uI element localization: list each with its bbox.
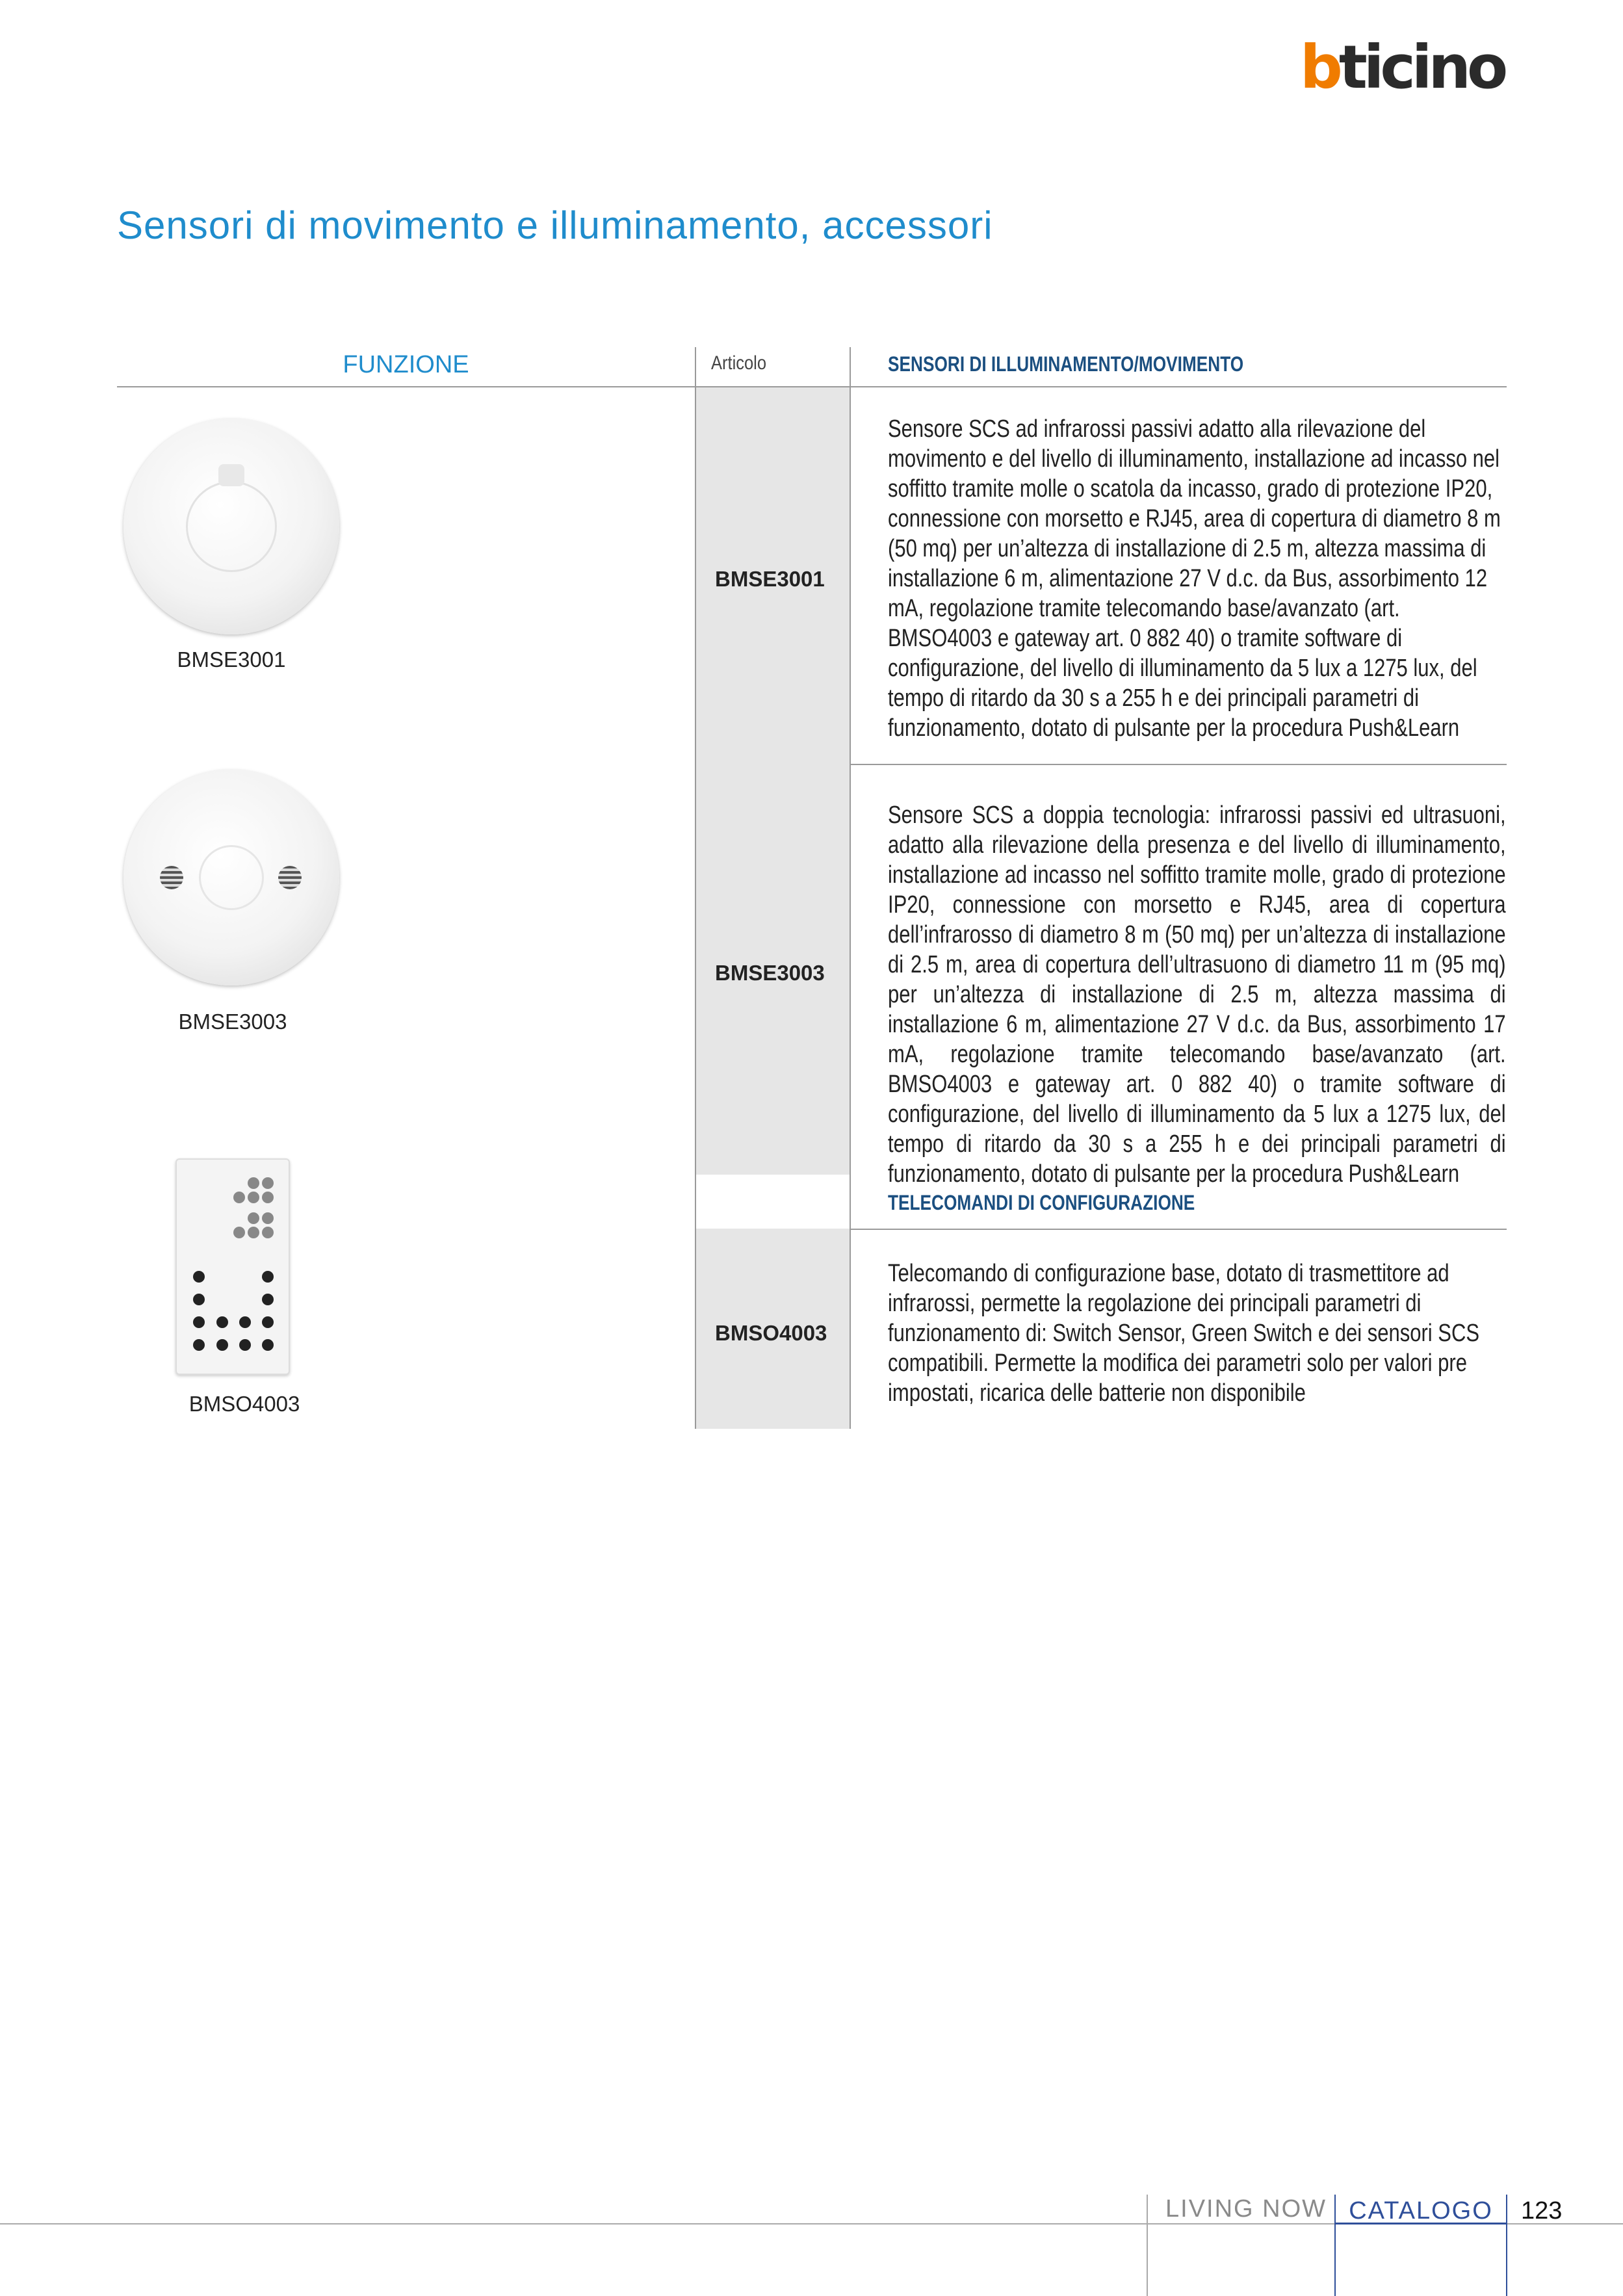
page-number: 123 [1521, 2197, 1563, 2224]
article-code: BMSO4003 [715, 1321, 827, 1345]
product-description: Telecomando di configurazione base, dotato di trasmettitore ad infrarossi, permette la regolazione dei principali parametri di funzionamento di: Switch Sensor, Green Switch e dei sensori SCS compatibili. Permette la modifica dei parametri solo per valori pre impostati, ricarica delle batterie non disponibile [888, 1260, 1480, 1407]
section-title-telecomandi: TELECOMANDI DI CONFIGURAZIONE [888, 1191, 1195, 1214]
section-title-sensori: SENSORI DI ILLUMINAMENTO/MOVIMENTO [888, 352, 1244, 376]
footer-divider [1147, 2195, 1148, 2296]
logo-rest: ticino [1338, 33, 1505, 102]
product-image-bmse3003 [123, 770, 339, 985]
product-description: Sensore SCS ad infrarossi passivi adatto alla rilevazione del movimento e del livello di illuminamento, installazione ad incasso nel soffitto tramite molle o scatola da incasso, grado di protezione IP20, connessione con morsetto e RJ45, area di copertura di diametro 8 m (50 mq) per un’altezza di installazione di 2.5 m, altezza massima di installazione 6 m, alimentazione 27 V d.c. da Bus, assorbimento 12 mA, regolazione tramite telecomando base/avanzato (art. BMSO4003 e gateway art. 0 882 40) o tramite software di configurazione, del livello di illuminamento da 5 lux a 1275 lux, del tempo di ritardo da 30 s a 255 h e dei principali parametri di funzionamento, dotato di pulsante per la procedura Push&Learn [888, 415, 1501, 742]
product-label: BMSO4003 [188, 1392, 300, 1416]
bticino-logo [1300, 33, 1505, 102]
product-label: BMSE3003 [178, 1010, 287, 1034]
header-articolo: Articolo [711, 352, 767, 374]
row-divider [850, 1229, 1507, 1230]
page-title: Sensori di movimento e illuminamento, accessori [117, 203, 993, 247]
header-divider [117, 386, 1507, 387]
header-funzione: FUNZIONE [343, 351, 469, 378]
footer-section: CATALOGO [1349, 2197, 1493, 2224]
column-divider [695, 347, 696, 1429]
product-description: Sensore SCS a doppia tecnologia: infrarossi passivi ed ultrasuoni, adatto alla rilevazione della presenza e del livello di illuminamento, installazione ad incasso nel soffitto tramite molle, grado di protezione IP20, connessione con morsetto e RJ45, area di copertura dell’infrarosso di diametro 8 m (50 mq) per un’altezza di installazione di 2.5 m, area di copertura dell’ultrasuono di diametro 11 m (95 mq) per un’altezza di installazione di 2.5 m, altezza massima di installazione 6 m, alimentazione 27 V d.c. da Bus, assorbimento 17 mA, regolazione tramite telecomando base/avanzato (art. BMSO4003 e gateway art. 0 882 40) o tramite software di configurazione, del livello di illuminamento da 5 lux a 1275 lux, del tempo di ritardo da 30 s a 255 h e dei principali parametri di funzionamento, dotato di pulsante per la procedura Push&Learn [888, 802, 1506, 1188]
product-image-bmso4003 [175, 1158, 290, 1375]
product-image-bmse3001 [123, 419, 339, 634]
logo-b: b [1300, 33, 1339, 102]
article-code: BMSE3003 [715, 961, 825, 985]
product-label: BMSE3001 [177, 647, 286, 672]
footer-series: LIVING NOW [1165, 2195, 1327, 2223]
column-divider [850, 347, 851, 1429]
row-divider [850, 764, 1507, 765]
article-code: BMSE3001 [715, 567, 825, 591]
article-column-bg [696, 386, 850, 1175]
